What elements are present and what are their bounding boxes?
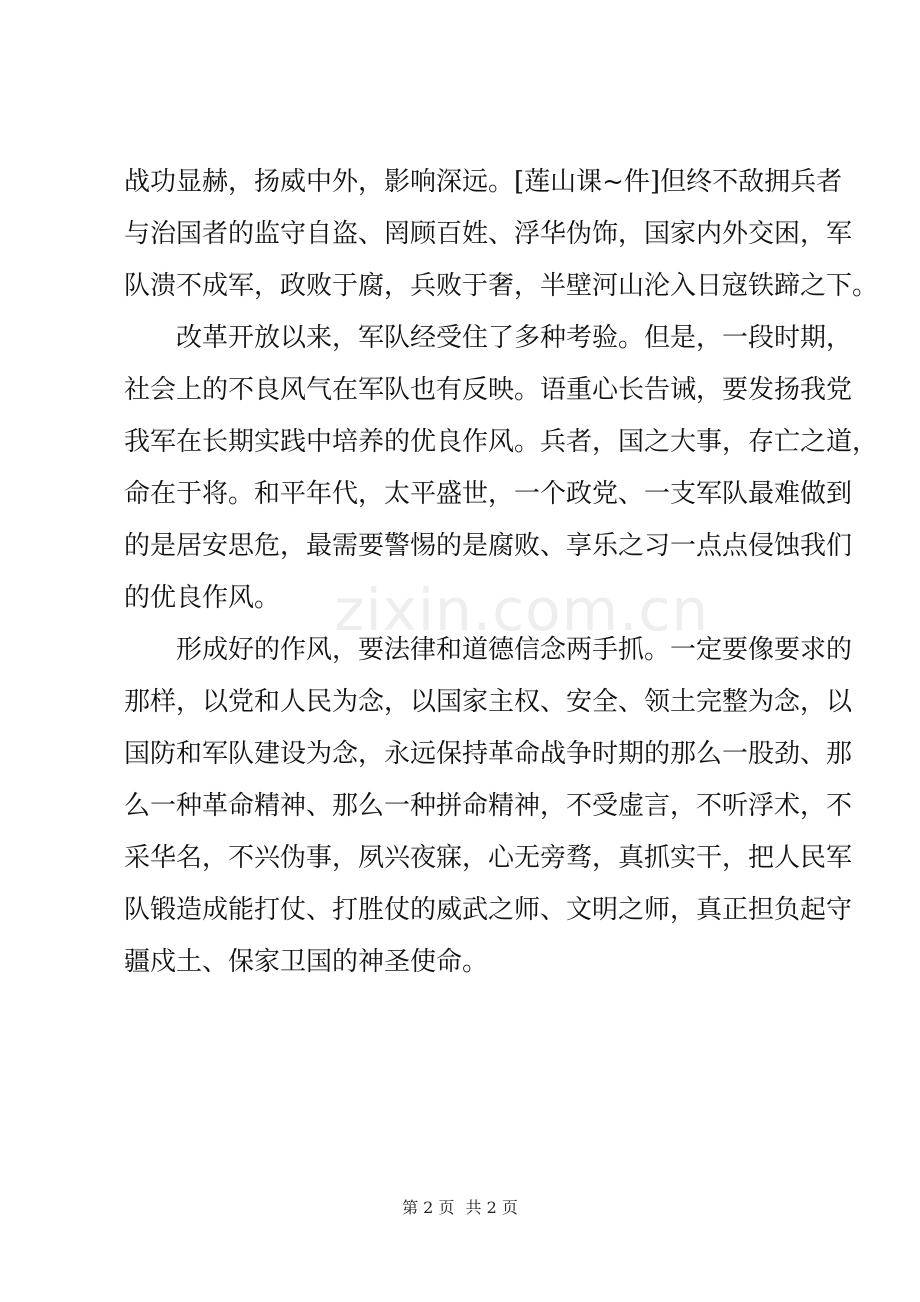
text-line: 与治国者的监守自盗、罔顾百姓、浮华伪饰，国家内外交困，军 <box>124 219 853 249</box>
text-line: 国防和军队建设为念，永远保持革命战争时期的那么一股劲、那 <box>124 739 853 769</box>
text-line: 改革开放以来，军队经受住了多种考验。但是，一段时期， <box>124 323 853 353</box>
page-total: 共 2 页 <box>465 1198 518 1217</box>
text-line: 的优良作风。 <box>124 583 281 613</box>
text-line: 形成好的作风，要法律和道德信念两手抓。一定要像要求的 <box>124 635 853 665</box>
text-line: 疆戍土、保家卫国的神圣使命。 <box>124 947 489 977</box>
body-text <box>124 156 879 988</box>
text-line: 那样，以党和人民为念，以国家主权、安全、领土完整为念，以 <box>124 687 853 717</box>
text-line: 采华名，不兴伪事，夙兴夜寐，心无旁骛，真抓实干，把人民军 <box>124 843 853 873</box>
text-line: 战功显赫，扬威中外，影响深远。[莲山课~件]但终不敌拥兵者 <box>124 167 843 197</box>
text-line: 队锻造成能打仗、打胜仗的威武之师、文明之师，真正担负起守 <box>124 895 853 925</box>
page-footer <box>0 1196 920 1220</box>
text-line: 队溃不成军，政败于腐，兵败于奢，半壁河山沦入日寇铁蹄之下。 <box>124 271 879 301</box>
text-line: 的是居安思危，最需要警惕的是腐败、享乐之习一点点侵蚀我们 <box>124 531 853 561</box>
paragraph-3 <box>124 624 853 988</box>
paragraph-2 <box>124 312 879 624</box>
text-line: 社会上的不良风气在军队也有反映。语重心长告诫，要发扬我党 <box>124 375 853 405</box>
paragraph-1 <box>124 156 879 312</box>
watermark-text: zixin.com.cn <box>334 576 710 644</box>
page-number: 第 2 页 <box>402 1198 455 1217</box>
text-line: 命在于将。和平年代，太平盛世，一个政党、一支军队最难做到 <box>124 479 853 509</box>
text-line: 么一种革命精神、那么一种拼命精神，不受虚言，不听浮术，不 <box>124 791 853 821</box>
text-line: 我军在长期实践中培养的优良作风。兵者，国之大事，存亡之道， <box>124 427 879 457</box>
